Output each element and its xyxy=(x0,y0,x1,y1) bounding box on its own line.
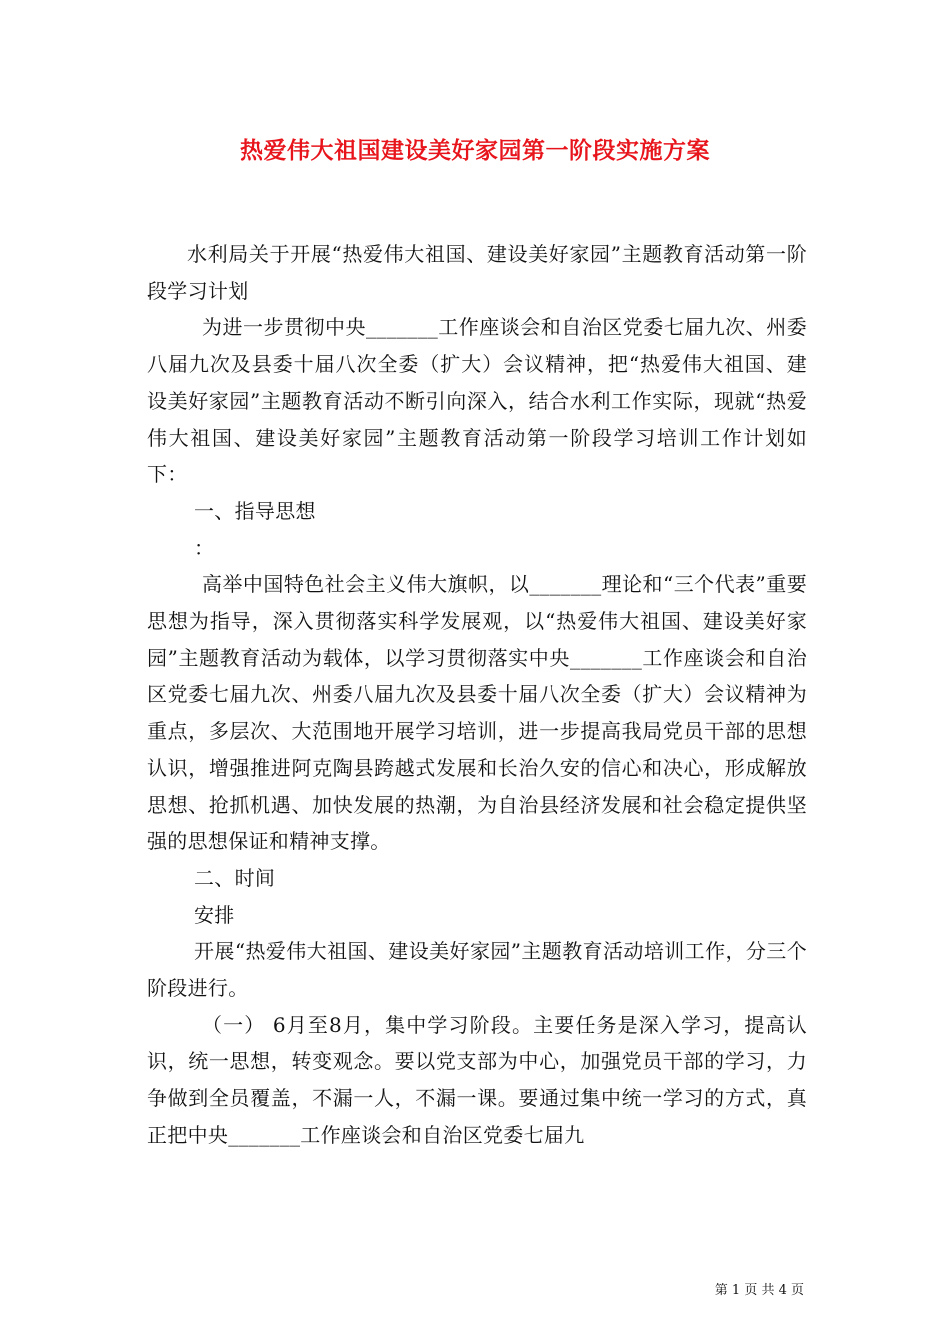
paragraph-guiding-ideology: 高举中国特色社会主义伟大旗帜，以_______理论和“三个代表”重要思想为指导，深入贯彻落实科学发展观，以“热爱伟大祖国、建设美好家园”主题教育活动为载体，以学习贯彻落实中央_______工作座谈会和自治区党委七届九次、州委八届九次及县委十届八次全委（扩大）会议精神为重点，多层次、大范围地开展学习培训，进一步提高我局党员干部的思想认识，增强推进阿克陶县跨越式发展和长治久安的信心和决心，形成解放思想、抢抓机遇、加快发展的热潮，为自治县经济发展和社会稳定提供坚强的思想保证和精神支撑。 xyxy=(147,572,807,854)
section-heading-arrangement: 安排 xyxy=(194,902,235,927)
paragraph-purpose: 为进一步贯彻中央_______工作座谈会和自治区党委七届九次、州委八届九次及县委十届八次全委（扩大）会议精神，把“热爱伟大祖国、建设美好家园”主题教育活动不断引向深入，结合水利工作实际，现就“热爱伟大祖国、建设美好家园”主题教育活动第一阶段学习培训工作计划如下： xyxy=(147,315,807,487)
paragraph-intro: 水利局关于开展“热爱伟大祖国、建设美好家园”主题教育活动第一阶段学习计划 xyxy=(147,242,807,303)
section-heading-time: 二、时间 xyxy=(194,865,276,890)
document-body xyxy=(147,236,807,1154)
paragraph-colon: ： xyxy=(194,535,215,560)
section-heading-guiding-ideology: 一、指导思想 xyxy=(194,498,316,523)
paragraph-stage-one: （一） 6月至8月，集中学习阶段。主要任务是深入学习，提高认识，统一思想，转变观念。要以党支部为中心，加强党员干部的学习，力争做到全员覆盖，不漏一人，不漏一课。要通过集中统一学习的方式，真正把中央_______工作座谈会和自治区党委七届九 xyxy=(147,1012,807,1147)
document-title: 热爱伟大祖国建设美好家园第一阶段实施方案 xyxy=(240,137,710,164)
page-number: 第 1 页 共 4 页 xyxy=(714,1283,804,1298)
paragraph-three-stages: 开展“热爱伟大祖国、建设美好家园”主题教育活动培训工作，分三个阶段进行。 xyxy=(147,939,807,1001)
